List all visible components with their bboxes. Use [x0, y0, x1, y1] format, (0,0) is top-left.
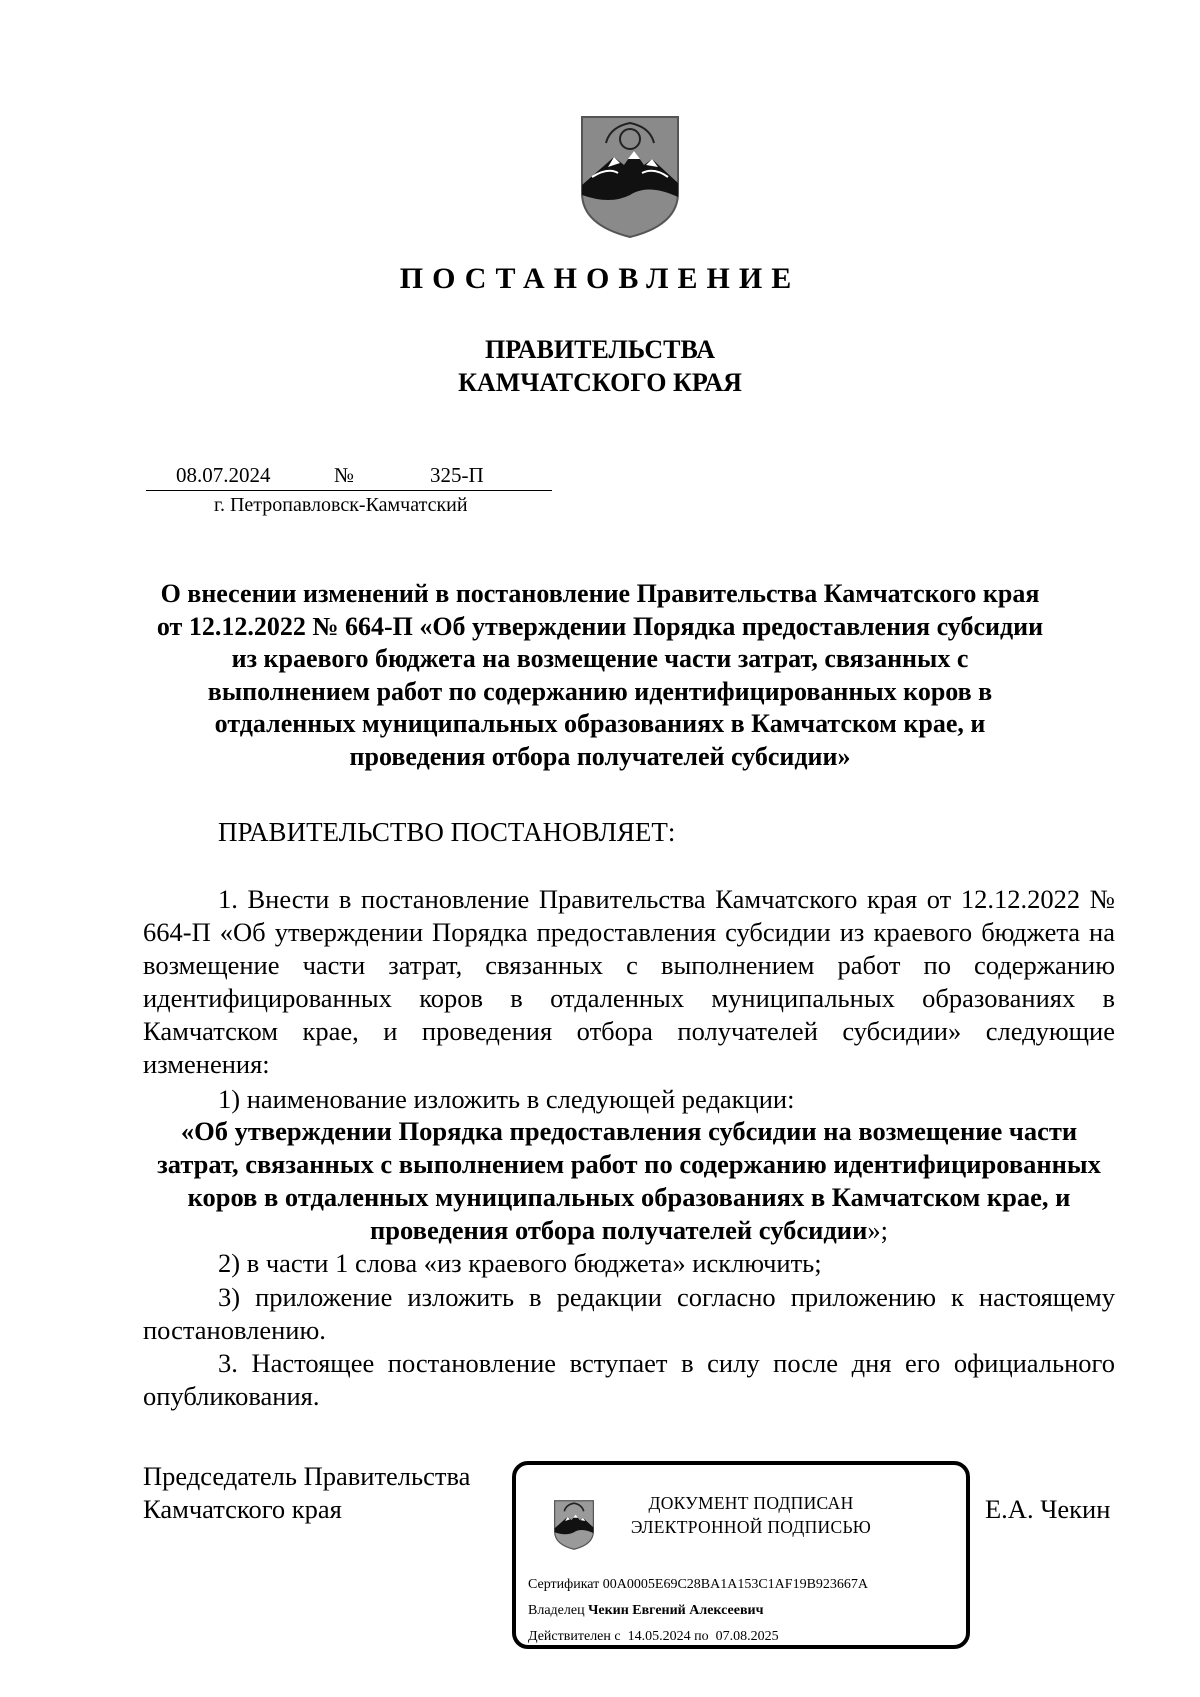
new-title-quote-bold: «Об утверждении Порядка предоставления субсидии на возмещение части затрат, связанных с выполнением работ по содержанию идентифицированных коров в отдаленных муниципальных образованиях в Камчатском крае, и проведения отбора получателей субсидии: [157, 1116, 1101, 1245]
signer-position: [143, 1460, 470, 1526]
subparagraph-3: 3) приложение изложить в редакции согласно приложению к настоящему постановлению.: [143, 1282, 1115, 1345]
stamp-title-line-1: ДОКУМЕНТ ПОДПИСАН: [648, 1493, 854, 1513]
owner-label: Владелец: [528, 1603, 585, 1618]
stamp-certificate: [528, 1577, 868, 1593]
valid-to-date: 07.08.2025: [715, 1629, 779, 1644]
certificate-value: 00A0005E69C28BA1A153C1AF19B923667A: [602, 1577, 869, 1592]
document-kind-heading: ПОСТАНОВЛЕНИЕ: [399, 262, 801, 295]
paragraph-3: 3. Настоящее постановление вступает в силу после дня его официального опубликования.: [143, 1348, 1115, 1411]
document-place: г. Петропавловск-Камчатский: [214, 494, 468, 516]
valid-from-date: 14.05.2024: [627, 1629, 691, 1644]
stamp-owner: [528, 1603, 763, 1619]
subparagraph-1: 1) наименование изложить в следующей редакции:: [218, 1084, 795, 1114]
number-sign: №: [334, 463, 355, 487]
document-date: 08.07.2024: [176, 463, 271, 487]
signer-position-line-1: Председатель Правительства: [143, 1461, 471, 1491]
stamp-title: [606, 1491, 896, 1539]
issuer-line-1: ПРАВИТЕЛЬСТВА: [485, 335, 715, 364]
certificate-label: Сертификат: [528, 1577, 600, 1592]
valid-from-label: Действителен с: [528, 1629, 621, 1644]
electronic-signature-stamp: [512, 1461, 970, 1649]
registration-underline: [146, 490, 552, 491]
new-title-quote-tail: »;: [867, 1215, 888, 1245]
valid-to-label: по: [694, 1629, 709, 1644]
document-number: 325-П: [430, 463, 484, 487]
document-title: О внесении изменений в постановление Правительства Камчатского края от 12.12.2022 № 664-П «Об утверждении Порядка предоставления субсидии из краевого бюджета на возмещение части затрат, связанных с выполнением работ по содержанию идентифицированных коров в отдаленных муниципальных образованиях в Камчатском крае, и проведения отбора получателей субсидии»: [156, 579, 1044, 771]
decree-statement: ПРАВИТЕЛЬСТВО ПОСТАНОВЛЯЕТ:: [218, 817, 676, 847]
issuer-heading: [0, 333, 1200, 399]
issuer-line-2: КАМЧАТСКОГО КРАЯ: [458, 368, 742, 397]
subparagraph-2: 2) в части 1 слова «из краевого бюджета» исключить;: [218, 1248, 822, 1278]
coat-of-arms-icon: [578, 113, 682, 241]
stamp-coat-of-arms-icon: [553, 1499, 595, 1551]
signer-position-line-2: Камчатского края: [143, 1494, 342, 1524]
stamp-title-line-2: ЭЛЕКТРОННОЙ ПОДПИСЬЮ: [630, 1517, 872, 1537]
owner-value: Чекин Евгений Алексеевич: [588, 1603, 764, 1618]
signer-name: Е.А. Чекин: [985, 1494, 1111, 1524]
stamp-validity: [528, 1629, 779, 1645]
new-title-quote: [143, 1115, 1115, 1247]
paragraph-1: 1. Внести в постановление Правительства Камчатского края от 12.12.2022 № 664-П «Об утверждении Порядка предоставления субсидии из краевого бюджета на возмещение части затрат, связанных с выполнением работ по содержанию идентифицированных коров в отдаленных муниципальных образованиях в Камчатском крае, и проведения отбора получателей субсидии» следующие изменения:: [143, 884, 1115, 1079]
